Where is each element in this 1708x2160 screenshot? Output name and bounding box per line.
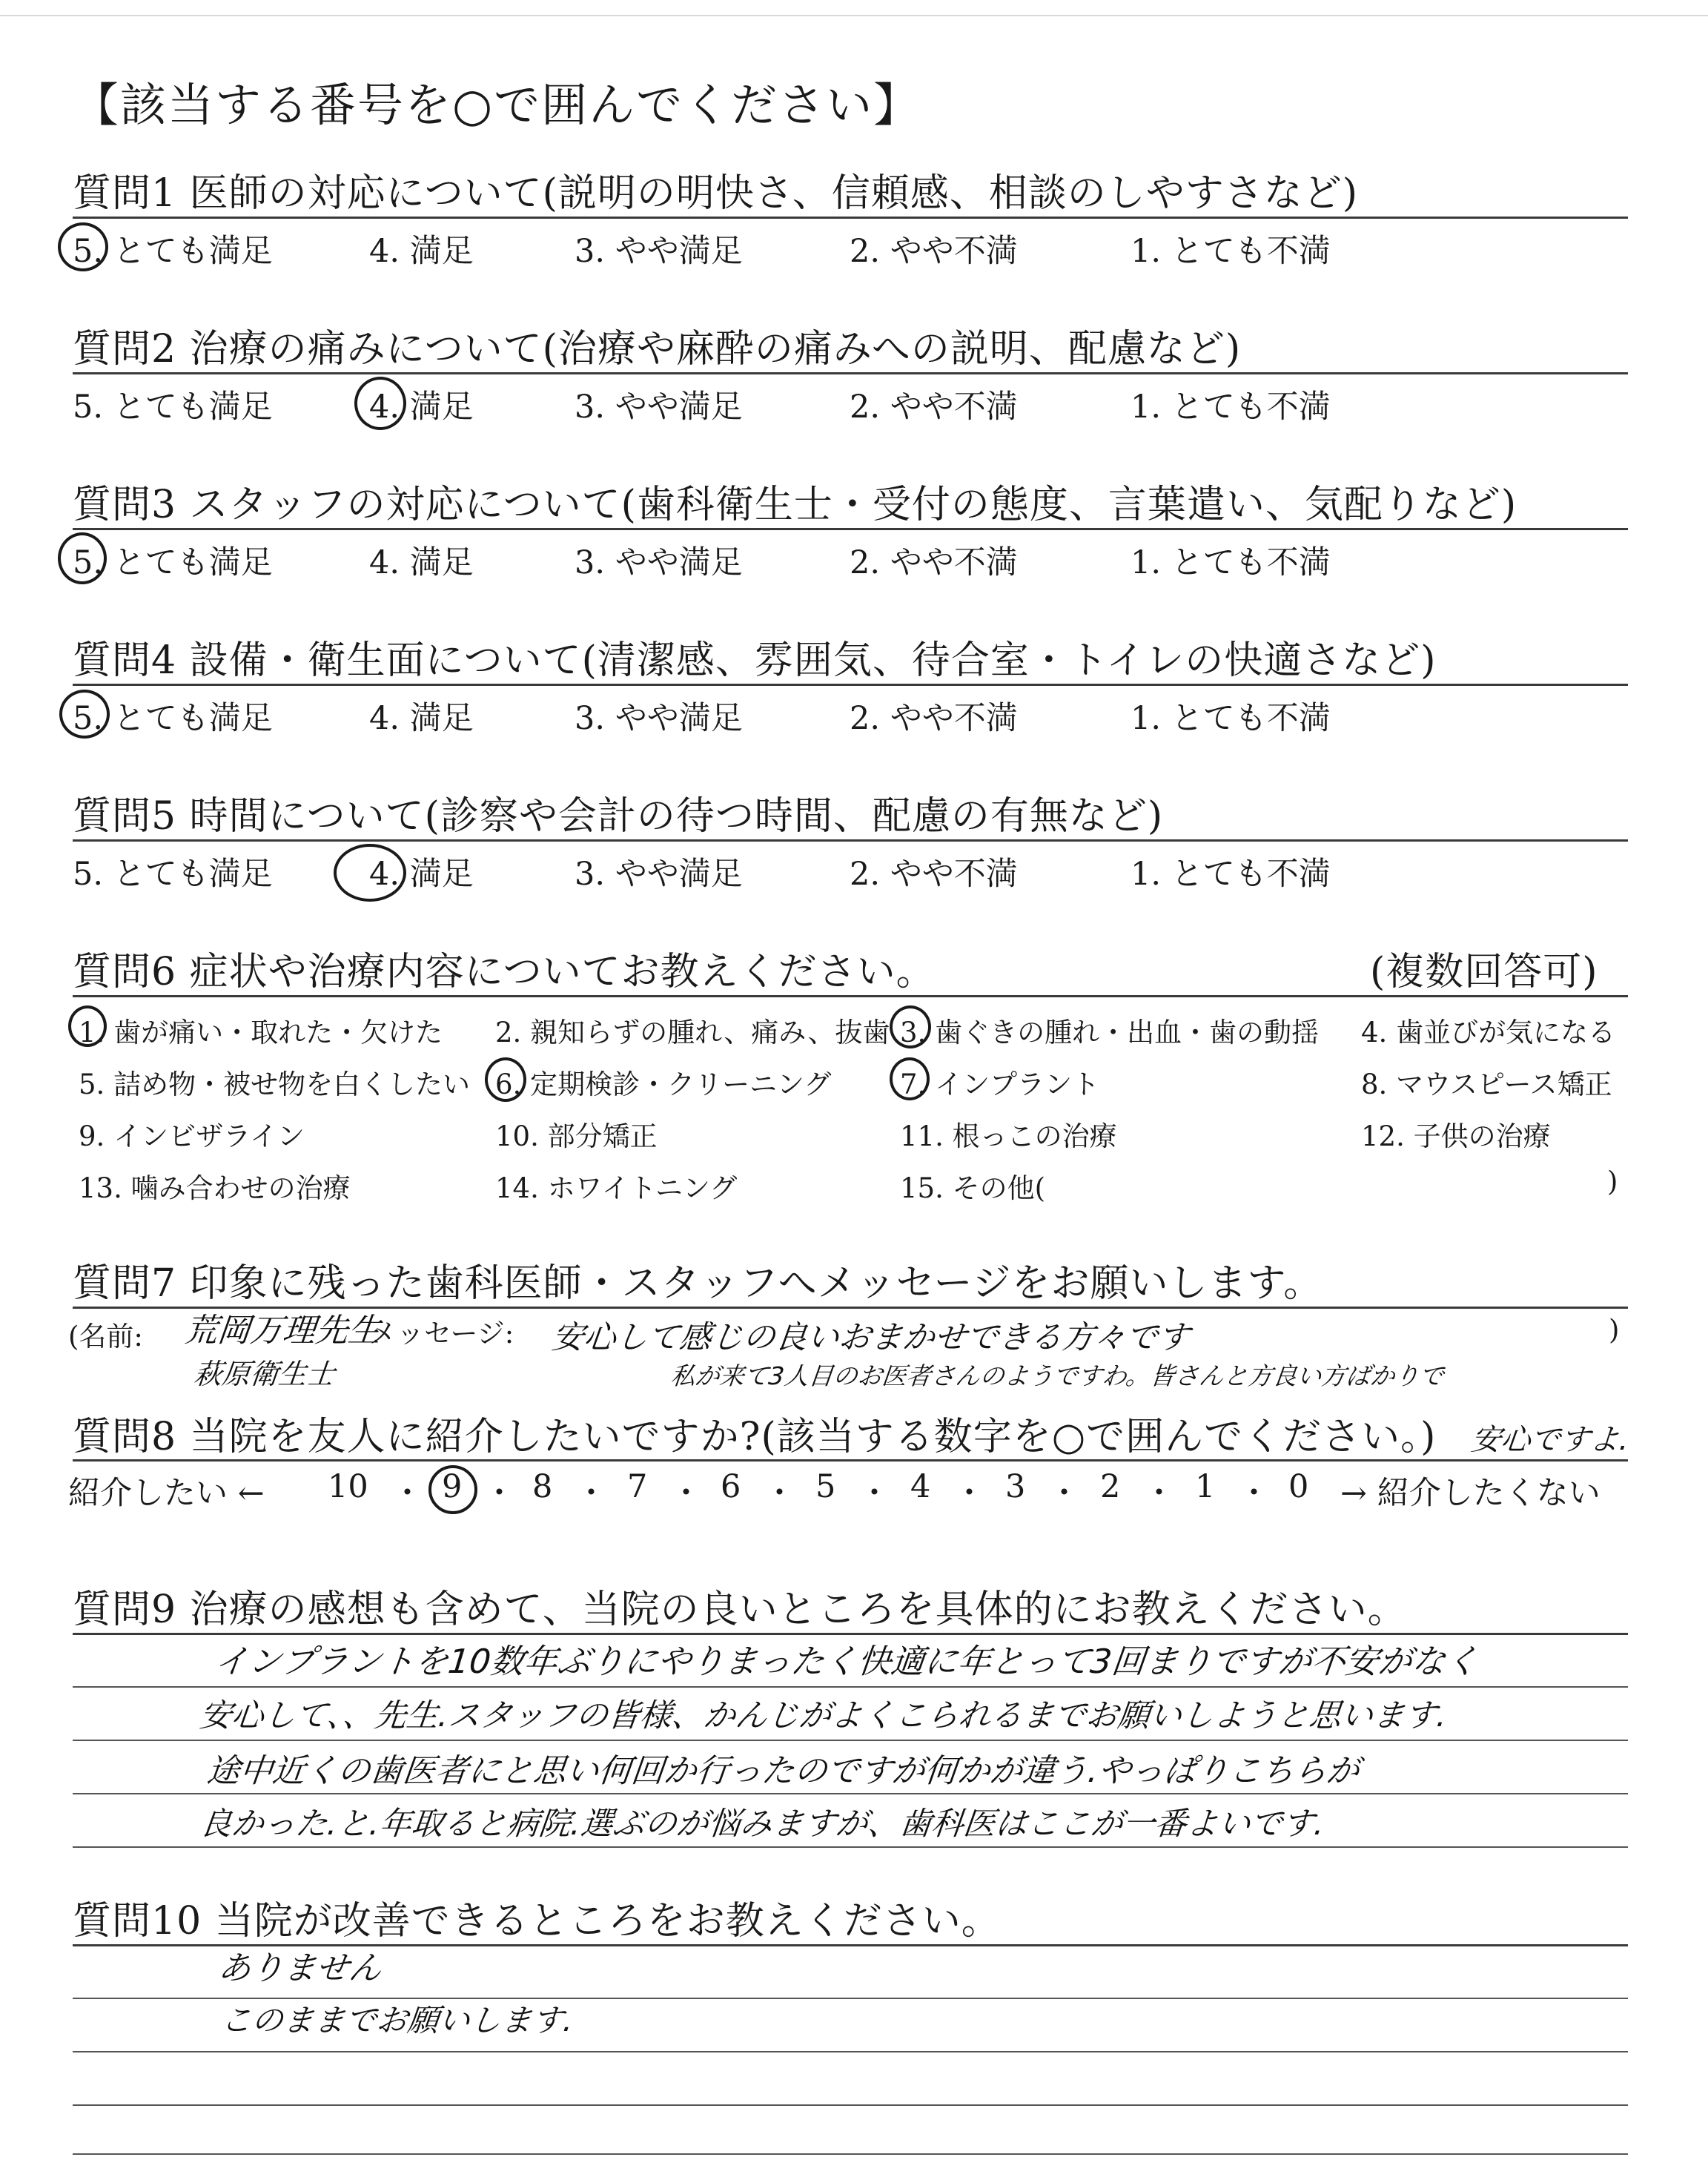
q10-hand-line-2: このままでお願いします. <box>219 2002 575 2038</box>
q5-option-4[interactable]: 4. 満足 <box>369 856 474 893</box>
q8-dot: ・ <box>483 1475 515 1512</box>
q1-option-4[interactable]: 4. 満足 <box>369 233 474 270</box>
q9-writing-line <box>73 1793 1628 1794</box>
q6-option-11[interactable]: 11. 根っこの治療 <box>900 1120 1117 1152</box>
q10-writing-line <box>73 2153 1628 2155</box>
q4-option-2[interactable]: 2. やや不満 <box>850 700 1018 737</box>
q8-score-6[interactable]: 6 <box>721 1468 741 1505</box>
q5-selection-circle <box>334 844 406 902</box>
q2-title: 質問2 治療の痛みについて(治療や麻酔の痛みへの説明、配慮など) <box>73 327 1242 371</box>
q8-dot: ・ <box>391 1475 423 1512</box>
q6-option-12[interactable]: 12. 子供の治療 <box>1361 1120 1551 1152</box>
q10-title: 質問10 当院が改善できるところをお教えください。 <box>73 1899 1001 1943</box>
q7-hand-name-1: 荒岡万理先生 <box>182 1312 383 1350</box>
q3-selection-circle <box>58 532 107 584</box>
q8-dot: ・ <box>858 1475 890 1512</box>
q3-rule <box>73 528 1628 530</box>
q4-title: 質問4 設備・衛生面について(清潔感、雰囲気、待合室・トイレの快適さなど) <box>73 638 1437 683</box>
q6-option-2[interactable]: 2. 親知らずの腫れ、痛み、抜歯 <box>495 1017 890 1048</box>
q9-writing-line <box>73 1740 1628 1741</box>
q3-option-1[interactable]: 1. とても不満 <box>1131 544 1331 581</box>
q8-score-8[interactable]: 8 <box>532 1468 553 1505</box>
q5-option-2[interactable]: 2. やや不満 <box>850 856 1018 893</box>
q4-option-1[interactable]: 1. とても不満 <box>1131 700 1331 737</box>
top-border <box>0 15 1708 16</box>
q6-option-14[interactable]: 14. ホワイトニング <box>495 1172 738 1204</box>
q9-hand-line-4: 良かった.と.年取ると病院.選ぶのが悩みますが、歯科医はここが一番よいです. <box>198 1806 1326 1843</box>
q8-score-5[interactable]: 5 <box>815 1468 836 1505</box>
q7-close-paren: ) <box>1609 1314 1620 1346</box>
q8-dot: ・ <box>953 1475 985 1512</box>
q8-title: 質問8 当院を友人に紹介したいですか?(該当する数字を○で囲んでください。) <box>73 1415 1437 1459</box>
q2-option-4[interactable]: 4. 満足 <box>369 389 474 426</box>
q6-option-13[interactable]: 13. 噛み合わせの治療 <box>79 1172 351 1204</box>
q8-score-1[interactable]: 1 <box>1195 1468 1216 1505</box>
q3-option-3[interactable]: 3. やや満足 <box>575 544 743 581</box>
q3-title: 質問3 スタッフの対応について(歯科衛生士・受付の態度、言葉遣い、気配りなど) <box>73 483 1517 527</box>
q3-option-2[interactable]: 2. やや不満 <box>850 544 1018 581</box>
q1-title: 質問1 医師の対応について(説明の明快さ、信頼感、相談のしやすさなど) <box>73 171 1359 216</box>
q5-option-1[interactable]: 1. とても不満 <box>1131 856 1331 893</box>
q6-option-10[interactable]: 10. 部分矯正 <box>495 1120 658 1152</box>
q8-dot: ・ <box>1048 1475 1080 1512</box>
q6-option-4[interactable]: 4. 歯並びが気になる <box>1361 1017 1616 1048</box>
q8-score-7[interactable]: 7 <box>627 1468 648 1505</box>
q1-option-1[interactable]: 1. とても不満 <box>1131 233 1331 270</box>
q6-option-5[interactable]: 5. 詰め物・被せ物を白くしたい <box>79 1069 471 1100</box>
q3-option-4[interactable]: 4. 満足 <box>369 544 474 581</box>
q8-dot: ・ <box>670 1475 702 1512</box>
q4-rule <box>73 684 1628 686</box>
q7-hand-message-3: 安心ですよ. <box>1469 1423 1631 1457</box>
q6-title: 質問6 症状や治療内容についてお教えください。 <box>73 950 936 994</box>
q2-option-2[interactable]: 2. やや不満 <box>850 389 1018 426</box>
q4-option-5[interactable]: 5. とても満足 <box>73 700 273 737</box>
q1-option-5[interactable]: 5. とても満足 <box>73 233 273 270</box>
q5-option-5[interactable]: 5. とても満足 <box>73 856 273 893</box>
q8-dot: ・ <box>575 1475 607 1512</box>
q8-score-9[interactable]: 9 <box>442 1468 463 1505</box>
q9-title: 質問9 治療の感想も含めて、当院の良いところを具体的にお教えください。 <box>73 1588 1407 1632</box>
q8-dot: ・ <box>1143 1475 1175 1512</box>
q6-option-15-close: ) <box>1607 1166 1618 1198</box>
q10-writing-line <box>73 2051 1628 2052</box>
q7-message-label: メッセージ: <box>369 1318 514 1350</box>
q8-dot: ・ <box>1238 1475 1270 1512</box>
q6-circle-6 <box>485 1057 526 1102</box>
q8-left-label: 紹介したい ← <box>68 1475 265 1512</box>
q7-hand-name-2: 萩原衛生士 <box>192 1358 337 1390</box>
q4-option-3[interactable]: 3. やや満足 <box>575 700 743 737</box>
q5-title: 質問5 時間について(診察や会計の待つ時間、配慮の有無など) <box>73 794 1164 839</box>
q2-selection-circle <box>354 377 406 430</box>
q10-hand-line-1: ありません <box>216 1949 384 1987</box>
q5-option-3[interactable]: 3. やや満足 <box>575 856 743 893</box>
q8-rule <box>73 1459 1628 1462</box>
q8-score-10[interactable]: 10 <box>328 1468 368 1505</box>
q6-option-9[interactable]: 9. インビザライン <box>79 1120 305 1152</box>
q2-rule <box>73 372 1628 374</box>
q8-score-3[interactable]: 3 <box>1005 1468 1026 1505</box>
q9-hand-line-2: 安心して、、先生.スタッフの皆様、かんじがよくこられるまでお願いしようと思います. <box>198 1697 1449 1734</box>
q9-hand-line-3: 途中近くの歯医者にと思い何回か行ったのですが何かが違う.やっぱりこちらが <box>205 1752 1362 1790</box>
q7-name-label: (名前: <box>68 1321 143 1353</box>
q6-circle-1 <box>68 1005 107 1047</box>
q2-option-1[interactable]: 1. とても不満 <box>1131 389 1331 426</box>
q6-rule <box>73 995 1628 997</box>
q6-option-7[interactable]: 7. インプラント <box>900 1069 1100 1100</box>
form-header: 【該当する番号を○で囲んでください】 <box>73 78 921 132</box>
q8-right-label: → 紹介したくない <box>1340 1475 1601 1512</box>
q1-option-3[interactable]: 3. やや満足 <box>575 233 743 270</box>
q5-rule <box>73 839 1628 842</box>
q8-selection-circle <box>428 1465 477 1514</box>
q10-writing-line <box>73 2104 1628 2106</box>
q1-selection-circle <box>58 222 108 271</box>
q7-hand-message-2: 私が来て3人目のお医者さんのようですわ。皆さんと方良い方ばかりで <box>669 1361 1446 1390</box>
q7-title: 質問7 印象に残った歯科医師・スタッフへメッセージをお願いします。 <box>73 1261 1323 1306</box>
q6-option-3[interactable]: 3. 歯ぐきの腫れ・出血・歯の動揺 <box>900 1017 1320 1048</box>
q8-dot: ・ <box>764 1475 795 1512</box>
q9-hand-line-1: インプラントを10数年ぶりにやりまったく快適に年とって3回まりですが不安がなく <box>212 1642 1481 1681</box>
q6-option-15[interactable]: 15. その他( <box>900 1172 1046 1204</box>
q4-selection-circle <box>59 690 110 739</box>
q1-rule <box>73 217 1628 219</box>
q6-option-6[interactable]: 6. 定期検診・クリーニング <box>495 1069 832 1100</box>
q8-score-0[interactable]: 0 <box>1288 1468 1309 1505</box>
q6-circle-7 <box>890 1057 930 1100</box>
q9-writing-line <box>73 1846 1628 1848</box>
q9-writing-line <box>73 1686 1628 1688</box>
q4-option-4[interactable]: 4. 満足 <box>369 700 474 737</box>
q8-score-2[interactable]: 2 <box>1100 1468 1121 1505</box>
q6-option-1[interactable]: 1. 歯が痛い・取れた・欠けた <box>79 1017 443 1048</box>
q3-option-5[interactable]: 5. とても満足 <box>73 544 273 581</box>
q6-option-8[interactable]: 8. マウスピース矯正 <box>1361 1069 1612 1100</box>
q6-note: (複数回答可) <box>1370 950 1598 994</box>
q8-score-4[interactable]: 4 <box>910 1468 931 1505</box>
q2-option-3[interactable]: 3. やや満足 <box>575 389 743 426</box>
q6-circle-3 <box>890 1005 931 1048</box>
q7-hand-message-1: 安心して感じの良いおまかせできる方々です <box>550 1319 1192 1356</box>
q1-option-2[interactable]: 2. やや不満 <box>850 233 1018 270</box>
q2-option-5[interactable]: 5. とても満足 <box>73 389 273 426</box>
